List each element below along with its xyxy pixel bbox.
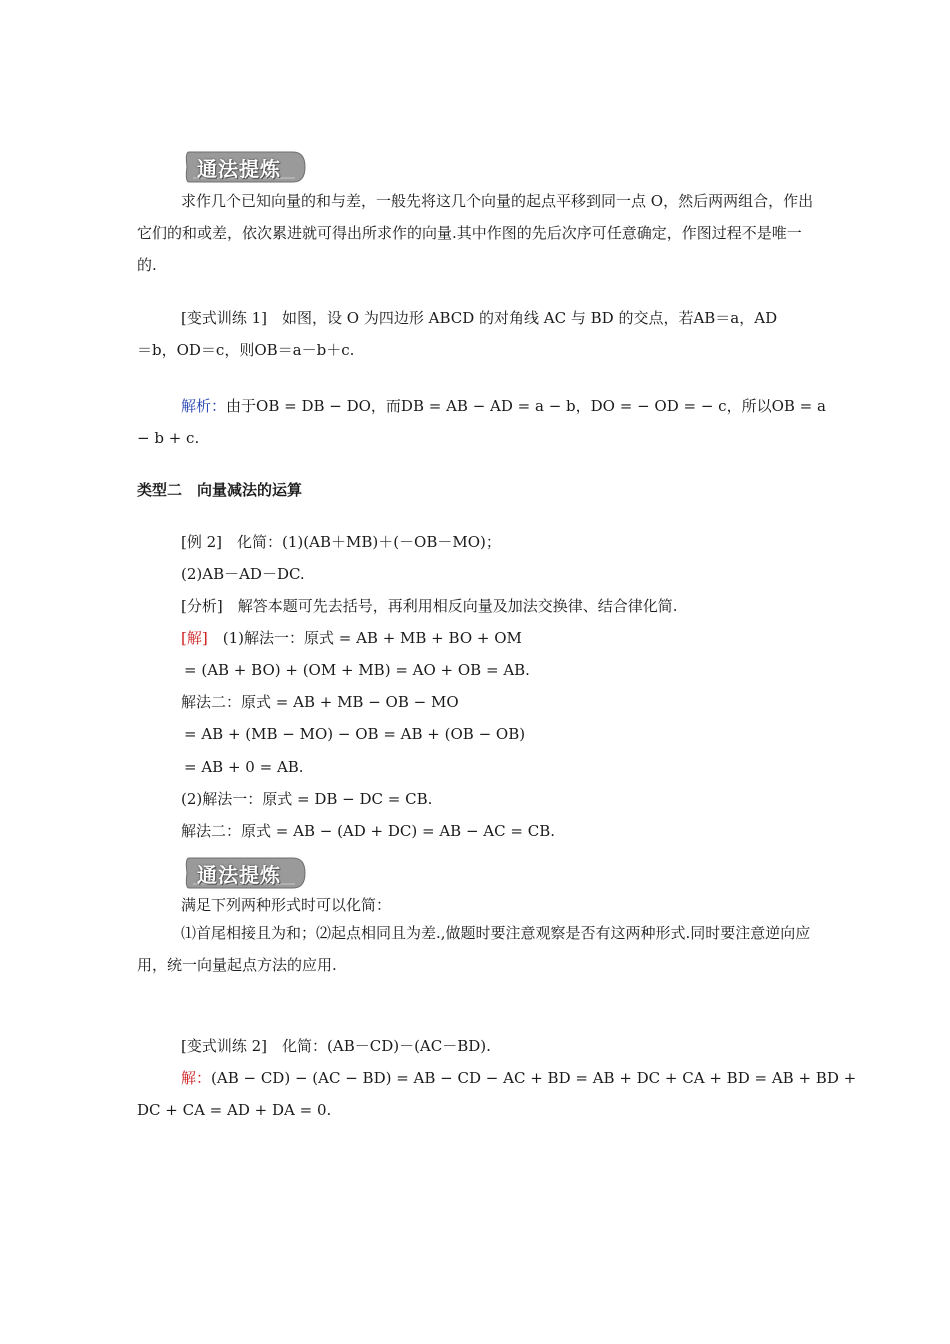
variant1-question-line2: ＝b，OD＝c，则OB＝a－b＋c. <box>137 341 355 359</box>
variant2-answer-text: (AB − CD) − (AC − BD) = AB − CD − AC + BD = AB + DC + CA + BD = AB + BD + <box>211 1069 857 1087</box>
solution-line6: (2)解法一：原式 = DB − DC = CB. <box>181 790 433 808</box>
variant1-answer-line1 <box>181 395 826 417</box>
method-paragraph: 求作几个已知向量的和与差，一般先将这几个向量的起点平移到同一点 O，然后两两组合，作出它们的和或差，依次累进就可得出所求作的向量.其中作图的先后次序可任意确定，作图过程不是唯一的. <box>137 192 814 274</box>
variant1-answer-line2: − b + c. <box>137 429 200 447</box>
variant1-question-line1: [变式训练 1] 如图，设 O 为四边形 ABCD 的对角线 AC 与 BD 的交点，若AB＝a，AD <box>181 309 778 327</box>
variant1-answer-text: 由于OB = DB − DO，而DB = AB − AD = a − b，DO = − OD = − c，所以OB = a <box>226 397 826 415</box>
variant2-answer-line2: DC + CA = AD + DA = 0. <box>137 1101 332 1119</box>
variant2-question: [变式训练 2] 化简：(AB－CD)－(AC－BD). <box>181 1037 491 1055</box>
tongfa-badge-2 <box>183 856 307 890</box>
example2-line2: (2)AB－AD－DC. <box>181 565 305 583</box>
example2-line1: [例 2] 化简：(1)(AB＋MB)＋(－OB－MO)； <box>181 533 501 551</box>
badge-label: 通法提炼 <box>197 157 281 181</box>
example2-analysis: [分析] 解答本题可先去括号，再利用相反向量及加法交换律、结合律化简. <box>181 597 678 615</box>
badge-label: 通法提炼 <box>197 863 281 887</box>
solution-line4: = AB + (MB − MO) − OB = AB + (OB − OB) <box>184 725 526 743</box>
section-heading: 类型二 向量减法的运算 <box>137 481 303 499</box>
variant2-answer-line1 <box>181 1067 856 1089</box>
solution-line7: 解法二：原式 = AB − (AD + DC) = AB − AC = CB. <box>181 822 555 840</box>
solution-line1 <box>181 627 522 649</box>
simplify-intro: 满足下列两种形式时可以化简： <box>181 896 392 914</box>
solution-label: [解] <box>181 629 208 647</box>
answer-label: 解： <box>181 1069 212 1087</box>
solution-line5: = AB + 0 = AB. <box>184 758 304 776</box>
solution-line2: = (AB + BO) + (OM + MB) = AO + OB = AB. <box>184 661 530 679</box>
solution-line1-text: (1)解法一：原式 = AB + MB + BO + OM <box>207 629 522 647</box>
tongfa-badge-1 <box>183 150 307 184</box>
solution-line3: 解法二：原式 = AB + MB − OB − MO <box>181 693 459 711</box>
analysis-label: 解析： <box>181 397 227 415</box>
simplify-paragraph: ⑴首尾相接且为和；⑵起点相同且为差.,做题时要注意观察是否有这两种形式.同时要注意逆向应用，统一向量起点方法的应用. <box>137 924 811 974</box>
